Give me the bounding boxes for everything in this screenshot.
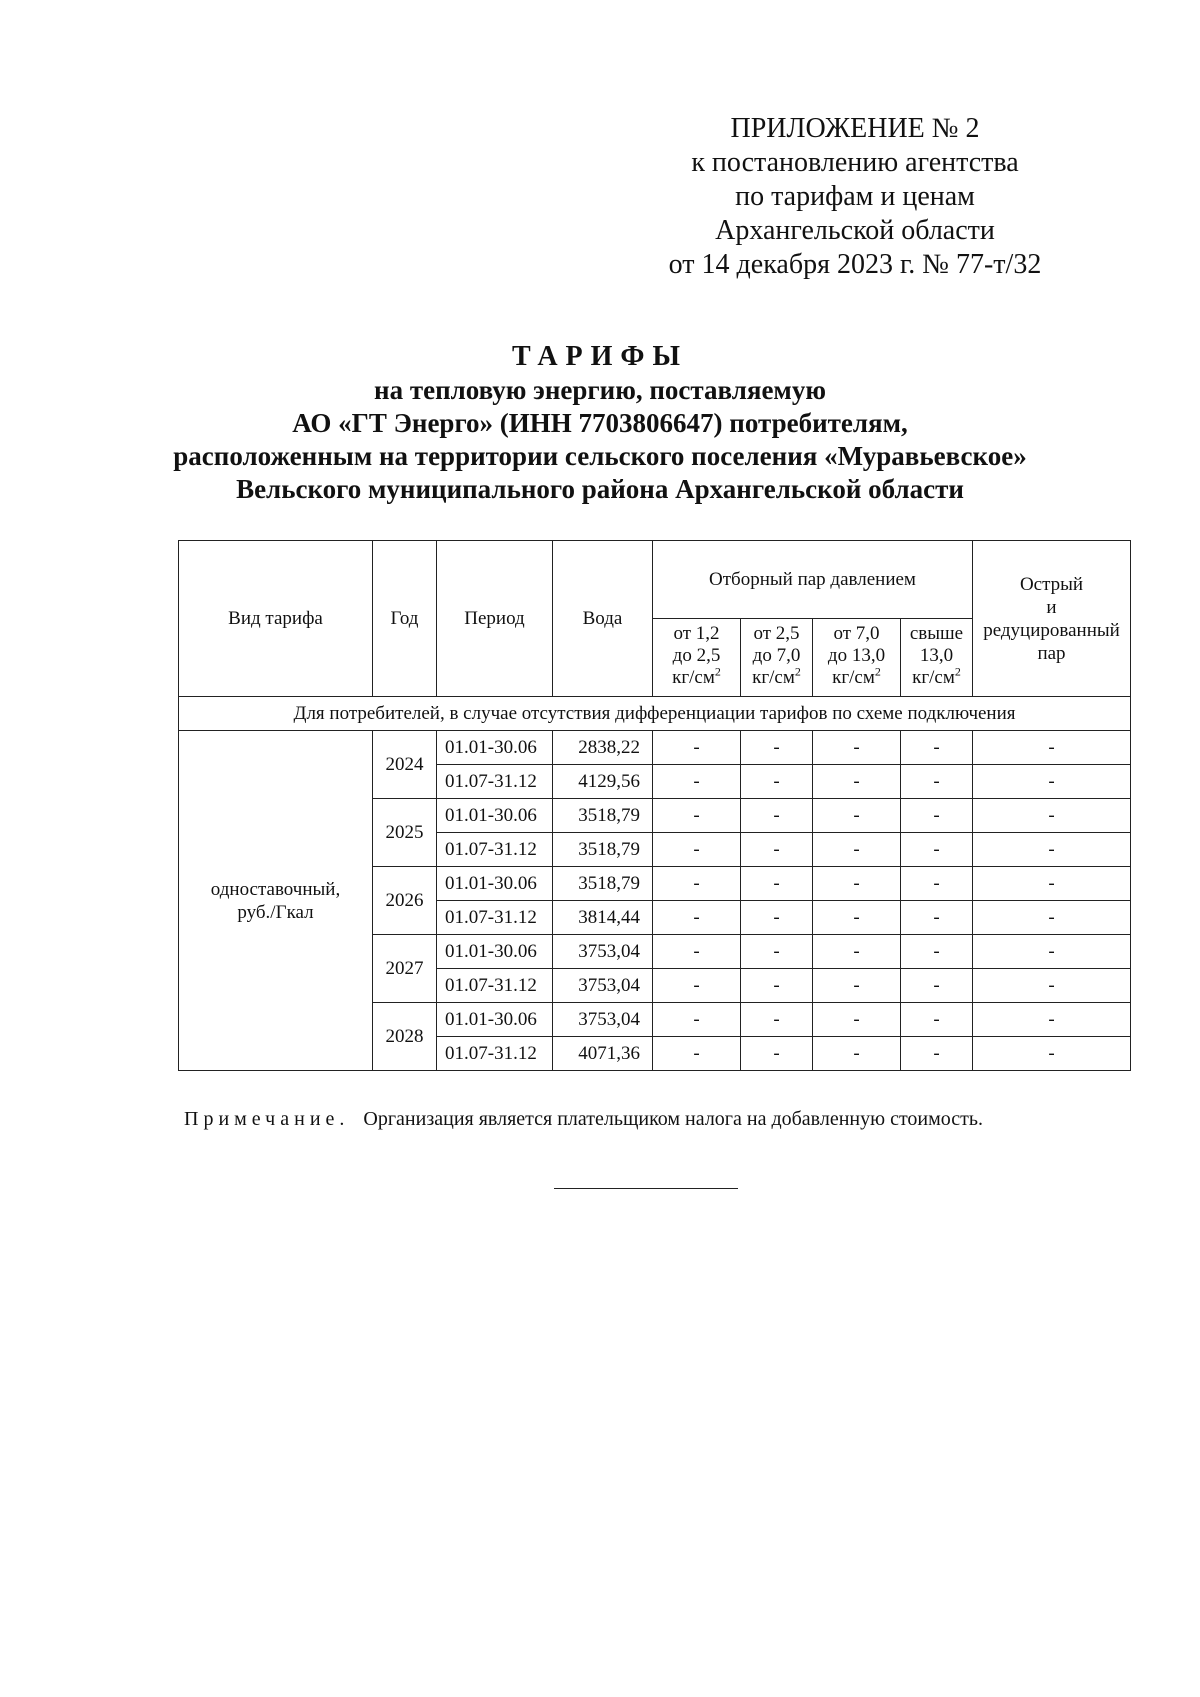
steam-cell: - (653, 867, 741, 901)
steam-cell: - (973, 867, 1131, 901)
title-line: АО «ГТ Энерго» (ИНН 7703806647) потребителям, (292, 408, 908, 438)
header-extraction-steam: Отборный пар давлением (653, 541, 973, 619)
header-text: от 2,5 (753, 623, 800, 644)
title-line: расположенным на территории сельского поселения «Муравьевское» (173, 441, 1027, 471)
water-cell: 3753,04 (553, 969, 653, 1003)
header-unit (653, 664, 740, 689)
steam-cell: - (973, 765, 1131, 799)
header-steam-3 (813, 619, 901, 697)
steam-cell: - (813, 731, 901, 765)
header-text: свыше (909, 623, 964, 644)
appendix-block (640, 112, 1070, 282)
steam-cell: - (741, 1037, 813, 1071)
header-steam-1 (653, 619, 741, 697)
steam-cell: - (741, 935, 813, 969)
water-cell: 3518,79 (553, 867, 653, 901)
unit-sup: 2 (714, 664, 721, 679)
period-cell: 01.07-31.12 (437, 901, 553, 935)
steam-cell: - (973, 1003, 1131, 1037)
steam-cell: - (653, 1037, 741, 1071)
steam-cell: - (813, 935, 901, 969)
title-line: на тепловую энергию, поставляемую (374, 375, 826, 405)
period-cell: 01.01-30.06 (437, 799, 553, 833)
header-text: Острый (1019, 573, 1084, 595)
period-cell: 01.07-31.12 (437, 833, 553, 867)
header-year: Год (373, 541, 437, 697)
steam-cell: - (813, 1037, 901, 1071)
steam-cell: - (653, 833, 741, 867)
steam-cell: - (653, 799, 741, 833)
water-cell: 4071,36 (553, 1037, 653, 1071)
steam-cell: - (973, 969, 1131, 1003)
unit-sup: 2 (954, 664, 961, 679)
steam-cell: - (741, 731, 813, 765)
steam-cell: - (653, 901, 741, 935)
steam-cell: - (741, 799, 813, 833)
title-block (100, 340, 1100, 506)
year-cell: 2025 (373, 799, 437, 867)
steam-cell: - (973, 799, 1131, 833)
footnote-label: Примечание. (184, 1108, 350, 1130)
steam-cell: - (973, 1037, 1131, 1071)
steam-cell: - (813, 833, 901, 867)
appendix-number: ПРИЛОЖЕНИЕ № 2 (730, 113, 980, 144)
header-water: Вода (553, 541, 653, 697)
header-unit (741, 664, 812, 689)
steam-cell: - (813, 799, 901, 833)
steam-cell: - (901, 1003, 973, 1037)
steam-cell: - (813, 969, 901, 1003)
closing-rule (554, 1188, 738, 1189)
period-cell: 01.07-31.12 (437, 969, 553, 1003)
water-cell: 3814,44 (553, 901, 653, 935)
steam-cell: - (653, 731, 741, 765)
section-note: Для потребителей, в случае отсутствия дифференциации тарифов по схеме подключения (179, 697, 1131, 731)
steam-cell: - (973, 731, 1131, 765)
steam-cell: - (901, 867, 973, 901)
header-sharp-steam (973, 541, 1131, 697)
appendix-line: Архангельской области (715, 215, 995, 246)
steam-cell: - (741, 833, 813, 867)
tariff-type-cell (179, 731, 373, 1071)
table-row (179, 731, 1131, 765)
steam-cell: - (813, 765, 901, 799)
period-cell: 01.07-31.12 (437, 765, 553, 799)
steam-cell: - (741, 765, 813, 799)
steam-cell: - (653, 969, 741, 1003)
unit-sup: 2 (794, 664, 801, 679)
unit-text: кг/см (752, 667, 795, 688)
year-cell: 2028 (373, 1003, 437, 1071)
unit-text: кг/см (912, 667, 955, 688)
steam-cell: - (813, 1003, 901, 1037)
unit-sup: 2 (874, 664, 881, 679)
period-cell: 01.07-31.12 (437, 1037, 553, 1071)
steam-cell: - (741, 1003, 813, 1037)
steam-cell: - (653, 935, 741, 969)
header-text: до 13,0 (827, 645, 886, 666)
water-cell: 3518,79 (553, 799, 653, 833)
header-text: пар (1037, 642, 1066, 664)
document-title: ТАРИФЫ (512, 341, 688, 372)
water-cell: 4129,56 (553, 765, 653, 799)
unit-text: кг/см (672, 667, 715, 688)
header-unit (901, 664, 972, 689)
steam-cell: - (813, 901, 901, 935)
header-text: редуцированный (983, 619, 1120, 641)
steam-cell: - (741, 867, 813, 901)
header-text: 13,0 (919, 645, 954, 666)
footnote (184, 1108, 1134, 1131)
steam-cell: - (653, 1003, 741, 1037)
header-period: Период (437, 541, 553, 697)
water-cell: 3518,79 (553, 833, 653, 867)
footnote-text: Организация является плательщиком налога на добавленную стоимость. (363, 1108, 984, 1130)
steam-cell: - (813, 867, 901, 901)
steam-cell: - (901, 969, 973, 1003)
steam-cell: - (741, 969, 813, 1003)
year-cell: 2026 (373, 867, 437, 935)
year-cell: 2024 (373, 731, 437, 799)
steam-cell: - (973, 833, 1131, 867)
header-text: до 7,0 (752, 645, 801, 666)
water-cell: 2838,22 (553, 731, 653, 765)
appendix-line: по тарифам и ценам (735, 181, 975, 212)
appendix-line: к постановлению агентства (691, 147, 1019, 178)
tariff-label: одноставочный, (210, 878, 341, 900)
steam-cell: - (741, 901, 813, 935)
steam-cell: - (901, 799, 973, 833)
period-cell: 01.01-30.06 (437, 1003, 553, 1037)
steam-cell: - (901, 833, 973, 867)
tariff-unit: руб./Гкал (237, 901, 314, 923)
header-text: от 1,2 (673, 623, 720, 644)
water-cell: 3753,04 (553, 1003, 653, 1037)
steam-cell: - (901, 1037, 973, 1071)
steam-cell: - (973, 901, 1131, 935)
period-cell: 01.01-30.06 (437, 731, 553, 765)
steam-cell: - (901, 731, 973, 765)
steam-cell: - (901, 765, 973, 799)
year-cell: 2027 (373, 935, 437, 1003)
steam-cell: - (901, 935, 973, 969)
steam-cell: - (901, 901, 973, 935)
water-cell: 3753,04 (553, 935, 653, 969)
header-unit (813, 664, 900, 689)
header-steam-4 (901, 619, 973, 697)
unit-text: кг/см (832, 667, 875, 688)
header-text: и (1046, 596, 1057, 618)
appendix-date: от 14 декабря 2023 г. № 77-т/32 (668, 249, 1042, 280)
header-tariff-type: Вид тарифа (179, 541, 373, 697)
steam-cell: - (973, 935, 1131, 969)
header-text: до 2,5 (672, 645, 721, 666)
header-text: от 7,0 (833, 623, 880, 644)
title-line: Вельского муниципального района Архангельской области (236, 474, 964, 504)
header-steam-2 (741, 619, 813, 697)
period-cell: 01.01-30.06 (437, 935, 553, 969)
period-cell: 01.01-30.06 (437, 867, 553, 901)
steam-cell: - (653, 765, 741, 799)
tariffs-table (178, 540, 1131, 1071)
